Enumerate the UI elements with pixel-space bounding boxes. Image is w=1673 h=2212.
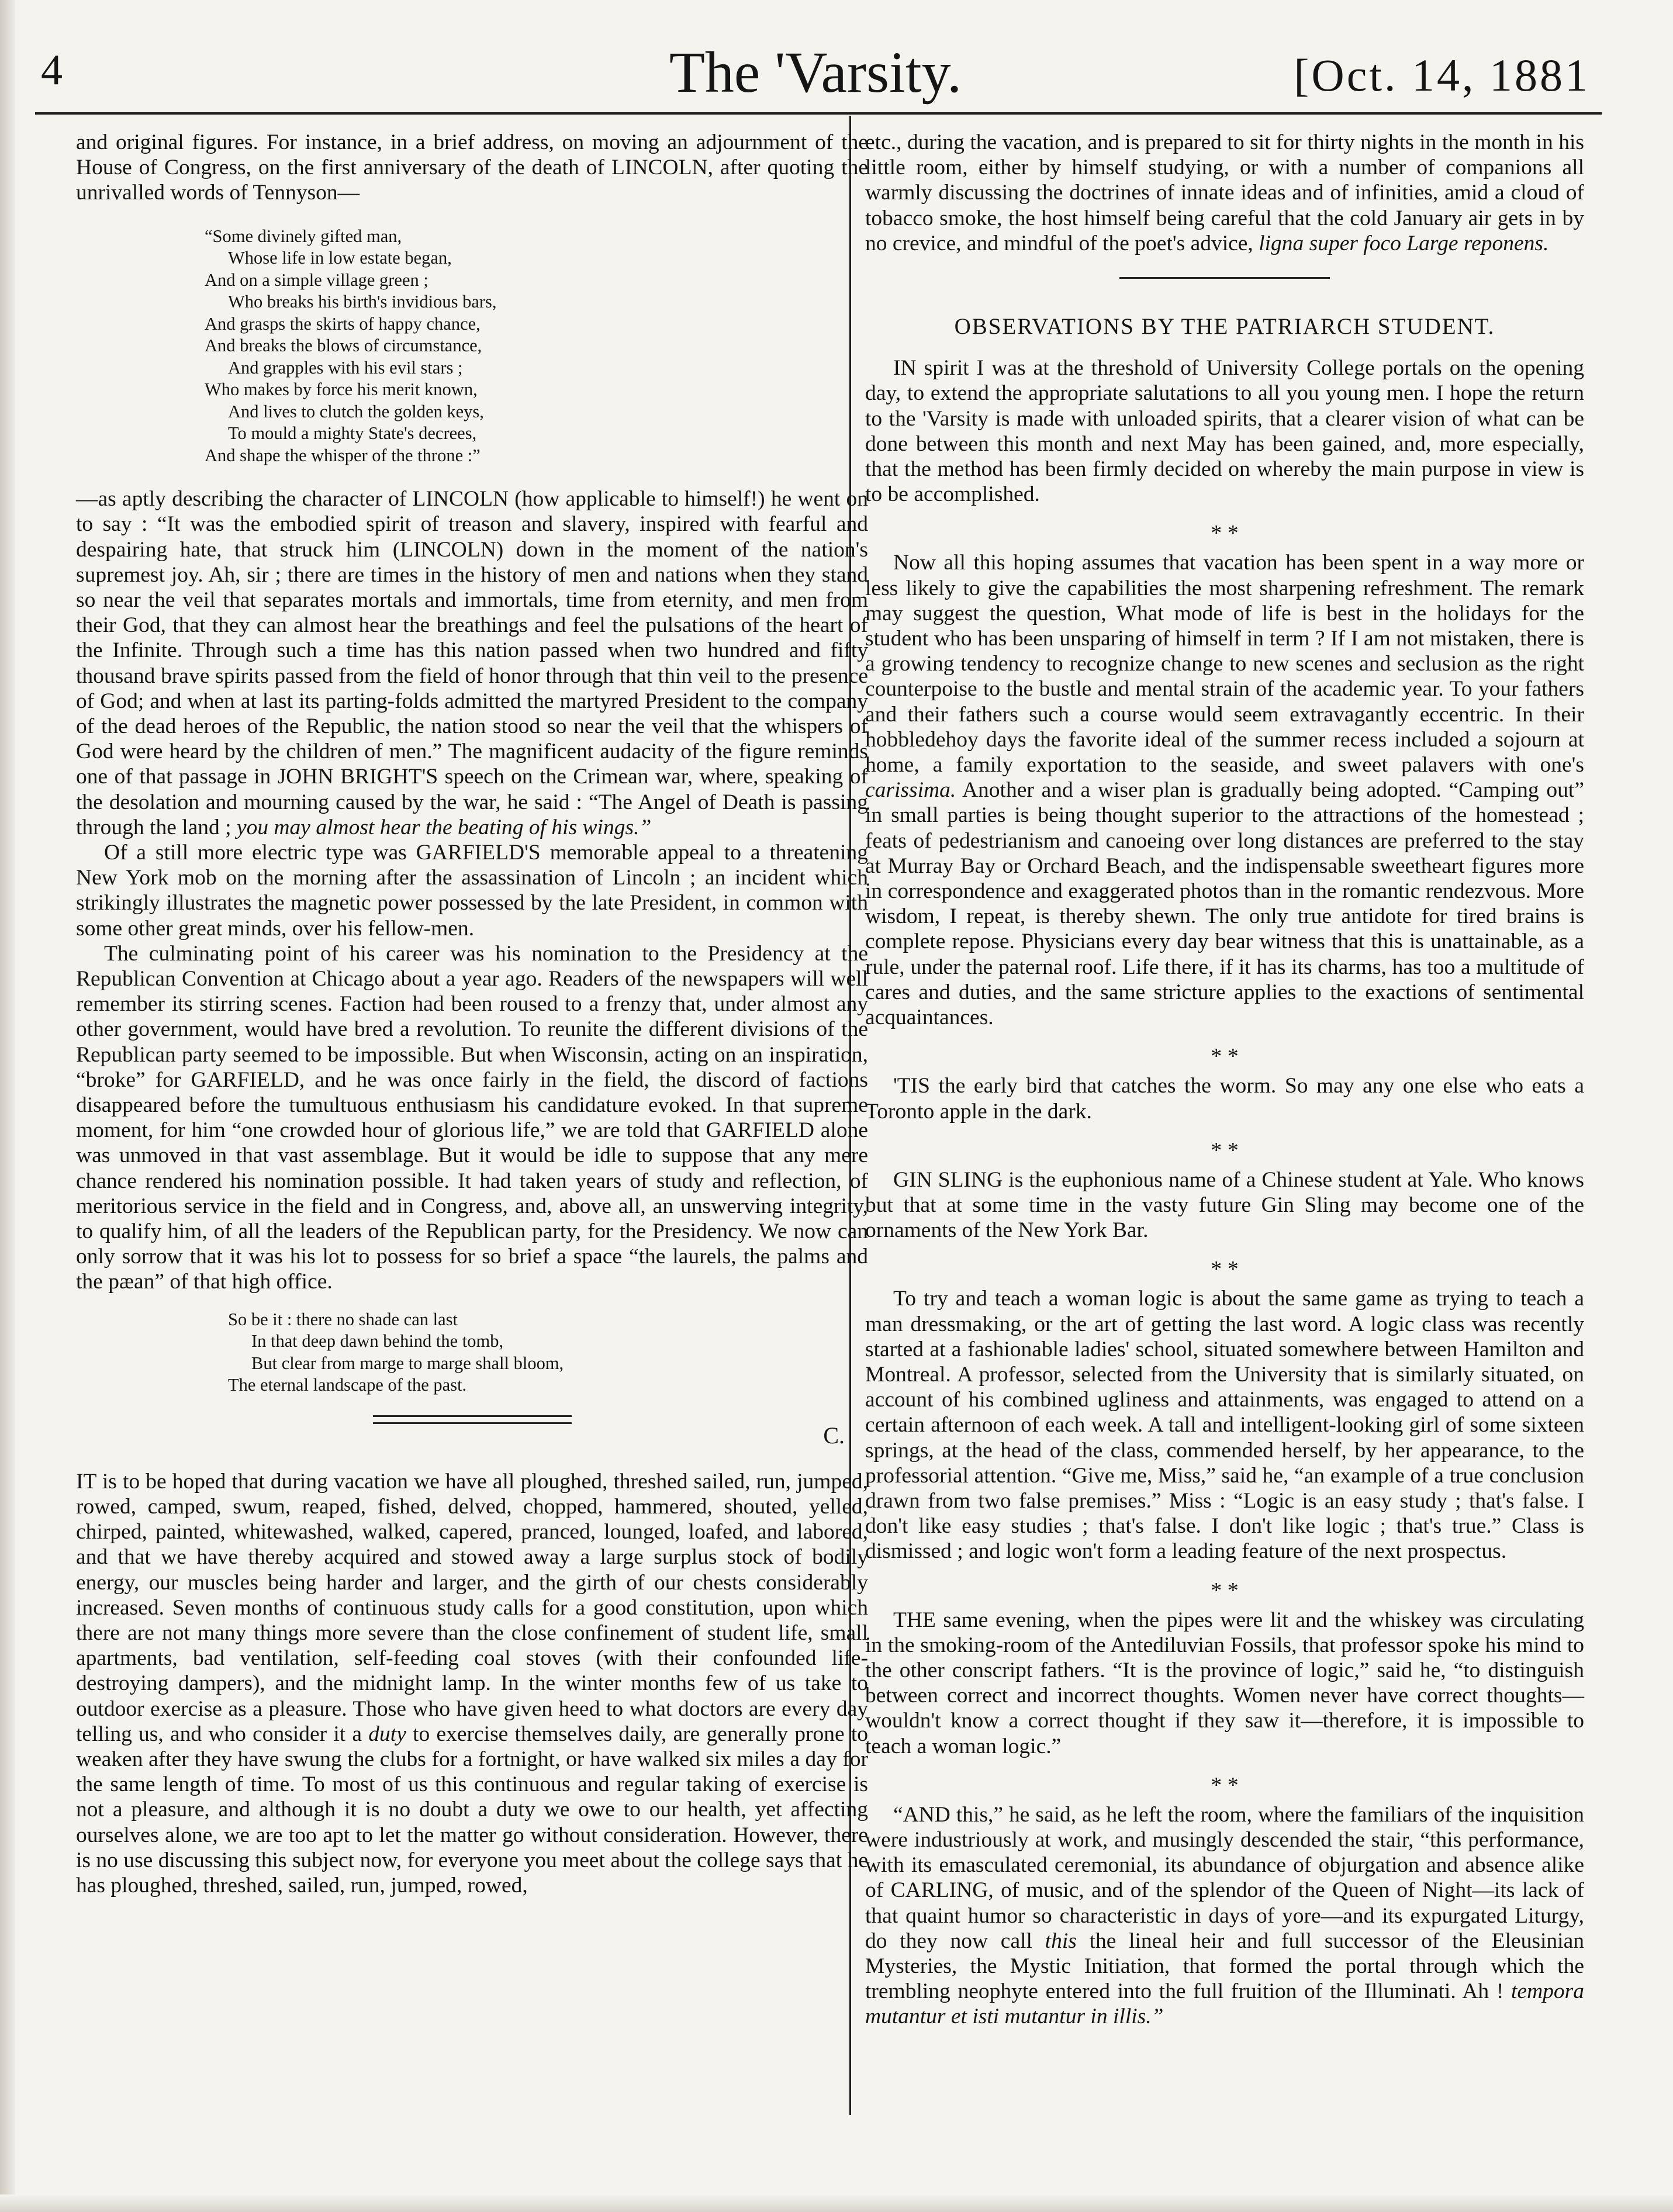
- italic-quote: tempora mutantur et isti mutantur in illis.”: [865, 1979, 1585, 2029]
- paragraph-text: Now all this hoping assumes that vacation has been spent in a way more or less likely to give the capabilities the most sharpening refreshment. The remark may suggest the question, What mode of life is best in the holidays for the student who has been unsparing of himself in term ? If I am not mistaken, there is a growing tendency to recognize change to new scenes and seclusion as the right counterpoise to the bustle and mental strain of the academic year. To your fathers and their fathers such a course would seem extravagantly eccentric. In their hobbledehoy days the favorite ideal of the summer recess included a sojourn at home, a family exportation to the seaside, and sweet palavers with one's: [865, 551, 1584, 777]
- section-heading: OBSERVATIONS BY THE PATRIARCH STUDENT.: [954, 314, 1495, 340]
- paragraph-text: Another and a wiser plan is gradually being adopted. “Camping out” in small parties is being thought superior to the attractions of the homestead ; feats of pedestrianism and canoeing over long distances are preferred to the stay at Murray Bay or Orchard Beach, and the indispensable sweetheart figures more in correspondence and exaggerated photos than in the romantic rendezvous. More wisdom, I repeat, is thereby shewn. The only true antidote for tired brains is complete repose. Physicians every day bear witness that this is unattainable, as a rule, under the paternal roof. Life there, if it has its charms, has too a multitude of cares and duties, and the same stricture applies to the exactions of sentimental acquaintances.: [865, 778, 1584, 1030]
- paragraph: 'TIS the early bird that catches the worm. So may any one else who eats a Toronto apple in the dark.: [865, 1074, 1584, 1124]
- poem-line: And grasps the skirts of happy chance,: [205, 313, 481, 334]
- paragraph: The culminating point of his career was his nomination to the Presidency at the Republican Convention at Chicago about a year ago. Readers of the newspapers will well remember its stirring scenes. Faction had been roused to a frenzy that, under almost any other government, would have bred a revolution. To reunite the different divisions of the Republican party seemed to be impossible. But when Wisconsin, acting on an inspiration, “broke” for GARFIELD, and he was once fairly in the field, the discord of factions disappeared before the tumultuous enthusiasm his candidature evoked. In that supreme moment, for him “one crowded hour of glorious life,” we are told that GARFIELD alone was unmoved in that vast assemblage. But it would be idle to suppose that any mere chance rendered his nomination possible. It had taken years of study and reflection, of meritorious service in the field and in Congress, and, above all, an unswerving integrity, to qualify him, of all the leaders of the Republican party, for the Presidency. We now can only sorrow that it was his lot to possess for so brief a space “the laurels, the palms and the pæan” of that high office.: [76, 941, 868, 1294]
- paragraph: [865, 1802, 1584, 2030]
- poem-line: Who makes by force his merit known,: [205, 379, 478, 400]
- left-column: [76, 130, 868, 1898]
- poem-line: To mould a mighty State's decrees,: [228, 423, 477, 444]
- paragraph: To try and teach a woman logic is about the same game as trying to teach a man dressmaking, or the art of getting the last word. A logic class was recently started at a fashionable ladies' school, situated somewhere between Hamilton and Montreal. A professor, selected from the University that is similarly situated, on account of his combined ugliness and attainments, was engaged to attend on a certain afternoon of each week. A tall and intelligent-looking girl of some sixteen springs, at the head of the class, commended herself, by her appearance, to the professorial attention. “Give me, Miss,” said he, “an example of a true conclusion drawn from two false premises.” Miss : “Logic is an easy study ; that's false. I don't like easy studies ; that's false. I don't like logic ; that's true.” Class is dismissed ; and logic won't form a leading feature of the next prospectus.: [865, 1287, 1584, 1564]
- poem-line: The eternal landscape of the past.: [228, 1375, 467, 1395]
- paragraph-text: etc., during the vacation, and is prepared to sit for thirty nights in the month in his little room, either by himself studying, or with a number of companions all warmly discussing the doctrines of innate ideas and of infinities, amid a cloud of tobacco smoke, the host himself being careful that the cold January air gets in by no crevice, and mindful of the poet's advice,: [865, 130, 1584, 255]
- italic-word: carissima.: [865, 778, 956, 803]
- author-signature: C.: [823, 1422, 845, 1449]
- italic-word: duty: [368, 1722, 406, 1746]
- poem-line: Whose life in low estate began,: [228, 248, 452, 268]
- paragraph: Of a still more electric type was GARFIELD'S memorable appeal to a threatening New York mob on the morning after the assassination of Lincoln ; an incident which strikingly illustrates the magnetic power possessed by the late President, in common with some other great minds, over his fellow-men.: [76, 840, 868, 941]
- paragraph-text: the lineal heir and full successor of the Eleusinian Mysteries, the Mystic Initiation, that formed the portal through which the trembling neophyte entered into the full fruition of the Illuminati. Ah !: [865, 1928, 1584, 2004]
- asterism-separator: * *: [1211, 1772, 1239, 1798]
- section-divider: [1119, 277, 1330, 279]
- page-bottom-shadow: [0, 2194, 1673, 2212]
- paragraph: THE same evening, when the pipes were lit and the whiskey was circulating in the smoking-room of the Antediluvian Fossils, that professor spoke his mind to the other conscript fathers. “It is the province of logic,” said he, “to distinguish between correct and incorrect thoughts. Women never have correct thoughts—wouldn't know a correct thought if they saw it—therefore, it is impossible to teach a woman logic.”: [865, 1608, 1584, 1758]
- paragraph: and original figures. For instance, in a brief address, on moving an adjournment of the House of Congress, on the first anniversary of the death of LINCOLN, after quoting the unrivalled words of Tennyson—: [76, 130, 868, 205]
- closing-verse: [228, 1309, 868, 1397]
- poem-line: In that deep dawn behind the tomb,: [251, 1331, 504, 1352]
- paragraph-text: IT is to be hoped that during vacation we have all ploughed, threshed sailed, run, jumped, rowed, camped, swum, reaped, fished, delved, chopped, hammered, shouted, yelled, chirped, painted, whitewashed, walked, capered, pranced, lounged, loafed, and labored, and that we have thereby acquired and stowed away a large surplus stock of bodily energy, our muscles being harder and larger, and the girth of our chests considerably increased. Seven months of continuous study calls for a good constitution, upon which there are not many things more severe than the close confinement of student life, small apartments, bad ventilation, self-feeding coal stoves (with their confounded life-destroying dampers), and the midnight lamp. In the winter months few of us take to outdoor exercise as a pleasure. Those who have given heed to what doctors are every day telling us, and who consider it a: [76, 1469, 868, 1746]
- poem-line: “Some divinely gifted man,: [205, 226, 402, 246]
- asterism-separator: * *: [1211, 1044, 1239, 1069]
- asterism-separator: * *: [1211, 1578, 1239, 1603]
- masthead-title: The 'Varsity.: [669, 40, 962, 105]
- page-number: 4: [41, 46, 63, 94]
- paragraph-text: “AND this,” he said, as he left the room, where the familiars of the inquisition were industriously at work, and musingly descended the stair, “this performance, with its emasculated ceremonial, its abundance of objurgation and absence alike of CARLING, of music, and of the splendor of the Queen of Night—its lack of that quaint humor so characteristic in days of yore—and its expurgated Liturgy, do they now call: [865, 1802, 1584, 1953]
- asterism-separator: * *: [1211, 1257, 1239, 1282]
- paragraph-text: to exercise themselves daily, are generally prone to weaken after they have swung the clubs for a fortnight, or have walked six miles a day for the same length of time. To most of us this continuous and regular taking of exercise is not a pleasure, and although it is no doubt a duty we owe to our health, yet affecting ourselves alone, we are too apt to let the matter go without consideration. However, there is no use discussing this subject now, for everyone you meet about the college says that he has ploughed, threshed, sailed, run, jumped, rowed,: [76, 1722, 868, 1898]
- poem-line: But clear from marge to marge shall bloom,: [251, 1353, 564, 1373]
- poem-line: And shape the whisper of the throne :”: [205, 445, 481, 465]
- paragraph: IN spirit I was at the threshold of University College portals on the opening day, to extend the appropriate salutations to all you young men. I hope the return to the 'Varsity is made with unloaded spirits, that a clearer vision of what can be done between this month and next May has been gained, and, more especially, that the method has been firmly decided on whereby the main purpose in view is to be accomplished.: [865, 356, 1584, 507]
- italic-quote: you may almost hear the beating of his wings.”: [236, 815, 652, 839]
- issue-date: [Oct. 14, 1881: [1294, 50, 1590, 101]
- page-header: [41, 34, 1590, 110]
- asterism-separator: * *: [1211, 521, 1239, 546]
- italic-word: this: [1045, 1928, 1077, 1953]
- paragraph: [76, 1469, 868, 1898]
- header-rule: [35, 112, 1602, 115]
- paragraph: [865, 130, 1584, 256]
- page-edge-shadow: [0, 0, 15, 2212]
- tennyson-poem: [205, 226, 868, 467]
- right-column: [865, 130, 1584, 2030]
- asterism-separator: * *: [1211, 1138, 1239, 1163]
- poem-line: And lives to clutch the golden keys,: [228, 401, 484, 421]
- paragraph: [76, 486, 868, 840]
- paragraph: [865, 550, 1584, 1030]
- poem-line: Who breaks his birth's invidious bars,: [228, 292, 497, 312]
- paragraph: GIN SLING is the euphonious name of a Chinese student at Yale. Who knows but that at some time in the vasty future Gin Sling may become one of the ornaments of the New York Bar.: [865, 1167, 1584, 1243]
- paragraph-text: —as aptly describing the character of LINCOLN (how applicable to himself!) he went on to say : “It was the embodied spirit of treason and slavery, inspired with fearful and despairing hate, that struck him (LINCOLN) down in the moment of the nation's supremest joy. Ah, sir ; there are times in the history of men and nations when they stand so near the veil that separates mortals and immortals, time from eternity, and men from their God, that they can almost hear the breathings and feel the pulsations of the heart of the Infinite. Through such a time has this nation passed when two hundred and fifty thousand brave spirits passed from the field of honor through that thin veil to the presence of God; and when at last its parting-folds admitted the martyred President to the company of the dead heroes of the Republic, the nation stood so near the veil that the whispers of God were heard by the children of men.” The magnificent audacity of the figure reminds one of that passage in JOHN BRIGHT'S speech on the Crimean war, where, speaking of the desolation and mourning caused by the war, he said : “The Angel of Death is passing through the land ;: [76, 487, 868, 839]
- poem-line: And breaks the blows of circumstance,: [205, 336, 482, 356]
- italic-quote: ligna super foco Large reponens.: [1259, 231, 1549, 255]
- poem-line: So be it : there no shade can last: [228, 1309, 458, 1329]
- poem-line: And on a simple village green ;: [205, 269, 428, 290]
- poem-line: And grapples with his evil stars ;: [228, 357, 463, 378]
